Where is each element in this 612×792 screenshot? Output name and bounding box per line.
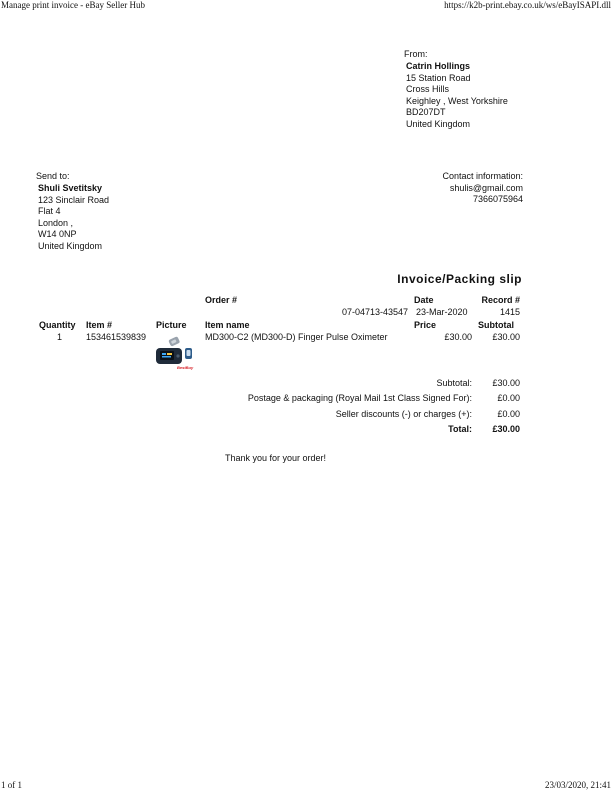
item-subtotal: £30.00 (492, 332, 520, 342)
record-number: 1415 (499, 307, 520, 317)
contact-phone: 7366075964 (472, 194, 523, 205)
total-value: £30.00 (492, 424, 520, 434)
item-quantity: 1 (57, 332, 63, 342)
order-number-header: Order # (205, 295, 238, 305)
picture-header: Picture (156, 320, 187, 330)
postage-value: £0.00 (497, 393, 520, 403)
total-label: Total: (448, 424, 472, 434)
record-header: Record # (481, 295, 520, 305)
from-line: 15 Station Road (406, 72, 471, 83)
product-picture (155, 336, 203, 372)
invoice-title: Invoice/Packing slip (397, 272, 522, 286)
from-line: Keighley , West Yorkshire (406, 95, 508, 106)
price-header: Price (414, 320, 437, 330)
from-line: United Kingdom (406, 118, 471, 129)
date-header: Date (414, 295, 434, 305)
order-number: 07-04713-43547 (341, 307, 408, 317)
contact-information (442, 171, 523, 206)
item-number: 153461539839 (86, 332, 147, 342)
order-date: 23-Mar-2020 (416, 307, 468, 317)
print-page-count: 1 of 1 (1, 780, 22, 790)
from-line: Cross Hills (406, 84, 450, 95)
postage-label: Postage & packaging (Royal Mail 1st Class Signed For): (247, 393, 472, 403)
print-page-title: Manage print invoice - eBay Seller Hub (1, 0, 145, 10)
send-to-line: London , (38, 217, 74, 228)
from-name: Catrin Hollings (406, 61, 471, 71)
discounts-value: £0.00 (497, 409, 520, 419)
print-url: https://k2b-print.ebay.co.uk/ws/eBayISAPI.dll (444, 0, 611, 10)
item-price: £30.00 (444, 332, 472, 342)
print-datetime: 23/03/2020, 21:41 (544, 780, 611, 790)
subtotal-label: Subtotal: (436, 378, 472, 388)
send-to-name: Shuli Svetitsky (38, 183, 103, 193)
from-line: BD207DT (406, 107, 446, 118)
send-to-label: Send to: (36, 171, 70, 181)
send-to-line: Flat 4 (38, 206, 61, 217)
item-number-header: Item # (86, 320, 113, 330)
subtotal-value: £30.00 (492, 378, 520, 388)
product-picture-caption: BestBuy (177, 365, 194, 370)
contact-label: Contact information: (442, 171, 523, 181)
thank-you-message: Thank you for your order! (225, 453, 327, 463)
item-name-header: Item name (205, 320, 250, 330)
subtotal-header: Subtotal (478, 320, 514, 330)
send-to-address (38, 183, 109, 253)
from-address (406, 61, 508, 131)
contact-email: shulis@gmail.com (449, 182, 523, 193)
send-to-line: W14 0NP (38, 229, 77, 240)
send-to-line: United Kingdom (38, 240, 103, 251)
item-name: MD300-C2 (MD300-D) Finger Pulse Oximeter (205, 332, 388, 342)
quantity-header: Quantity (39, 320, 76, 330)
send-to-line: 123 Sinclair Road (38, 194, 110, 205)
discounts-label: Seller discounts (-) or charges (+): (335, 409, 472, 419)
from-label: From: (404, 49, 428, 59)
